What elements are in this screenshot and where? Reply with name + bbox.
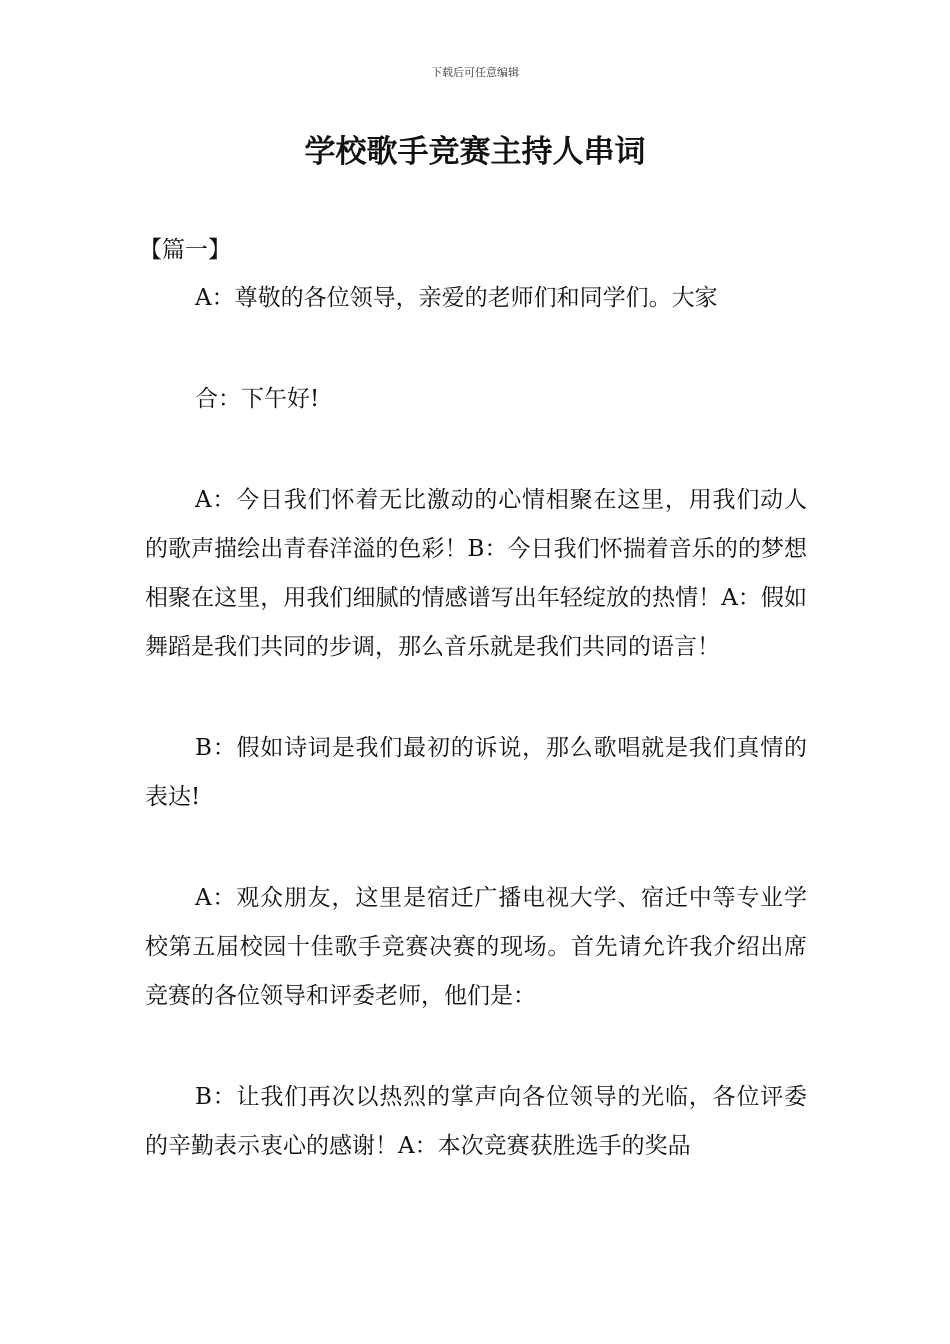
paragraph-gap [145, 424, 807, 476]
document-body [139, 226, 807, 1171]
paragraph-chorus: 合：下午好! [195, 386, 320, 412]
paragraph-opening: A：今日我们怀着无比激动的心情相聚在这里，用我们动人的歌声描绘出青春洋溢的色彩！B：今日我们怀揣着音乐的的梦想相聚在这里，用我们细腻的情感谱写出年轻绽放的热情！A：假如舞蹈是我们共同的步调，那么音乐就是我们共同的语言！ [145, 487, 807, 660]
paragraph-greeting: A：尊敬的各位领导，亲爱的老师们和同学们。大家 [195, 285, 718, 311]
paragraph-gap [145, 822, 807, 874]
paragraph-thanks: B：让我们再次以热烈的掌声向各位领导的光临，各位评委的辛勤表示衷心的感谢！A：本次竞赛获胜选手的奖品 [145, 1084, 807, 1159]
paragraph-introduction: A：观众朋友，这里是宿迁广播电视大学、宿迁中等专业学校第五届校园十佳歌手竞赛决赛的现场。首先请允许我介绍出席竞赛的各位领导和评委老师，他们是： [145, 885, 807, 1009]
section-label: 【篇一】 [139, 237, 231, 263]
paragraph-poetry: B：假如诗词是我们最初的诉说，那么歌唱就是我们真情的表达! [145, 735, 807, 810]
paragraph-gap [145, 672, 807, 724]
document-title: 学校歌手竞赛主持人串词 [304, 134, 646, 170]
header-note: 下载后可任意编辑 [431, 66, 519, 79]
paragraph-gap [145, 1021, 807, 1073]
paragraph-gap [145, 323, 807, 375]
